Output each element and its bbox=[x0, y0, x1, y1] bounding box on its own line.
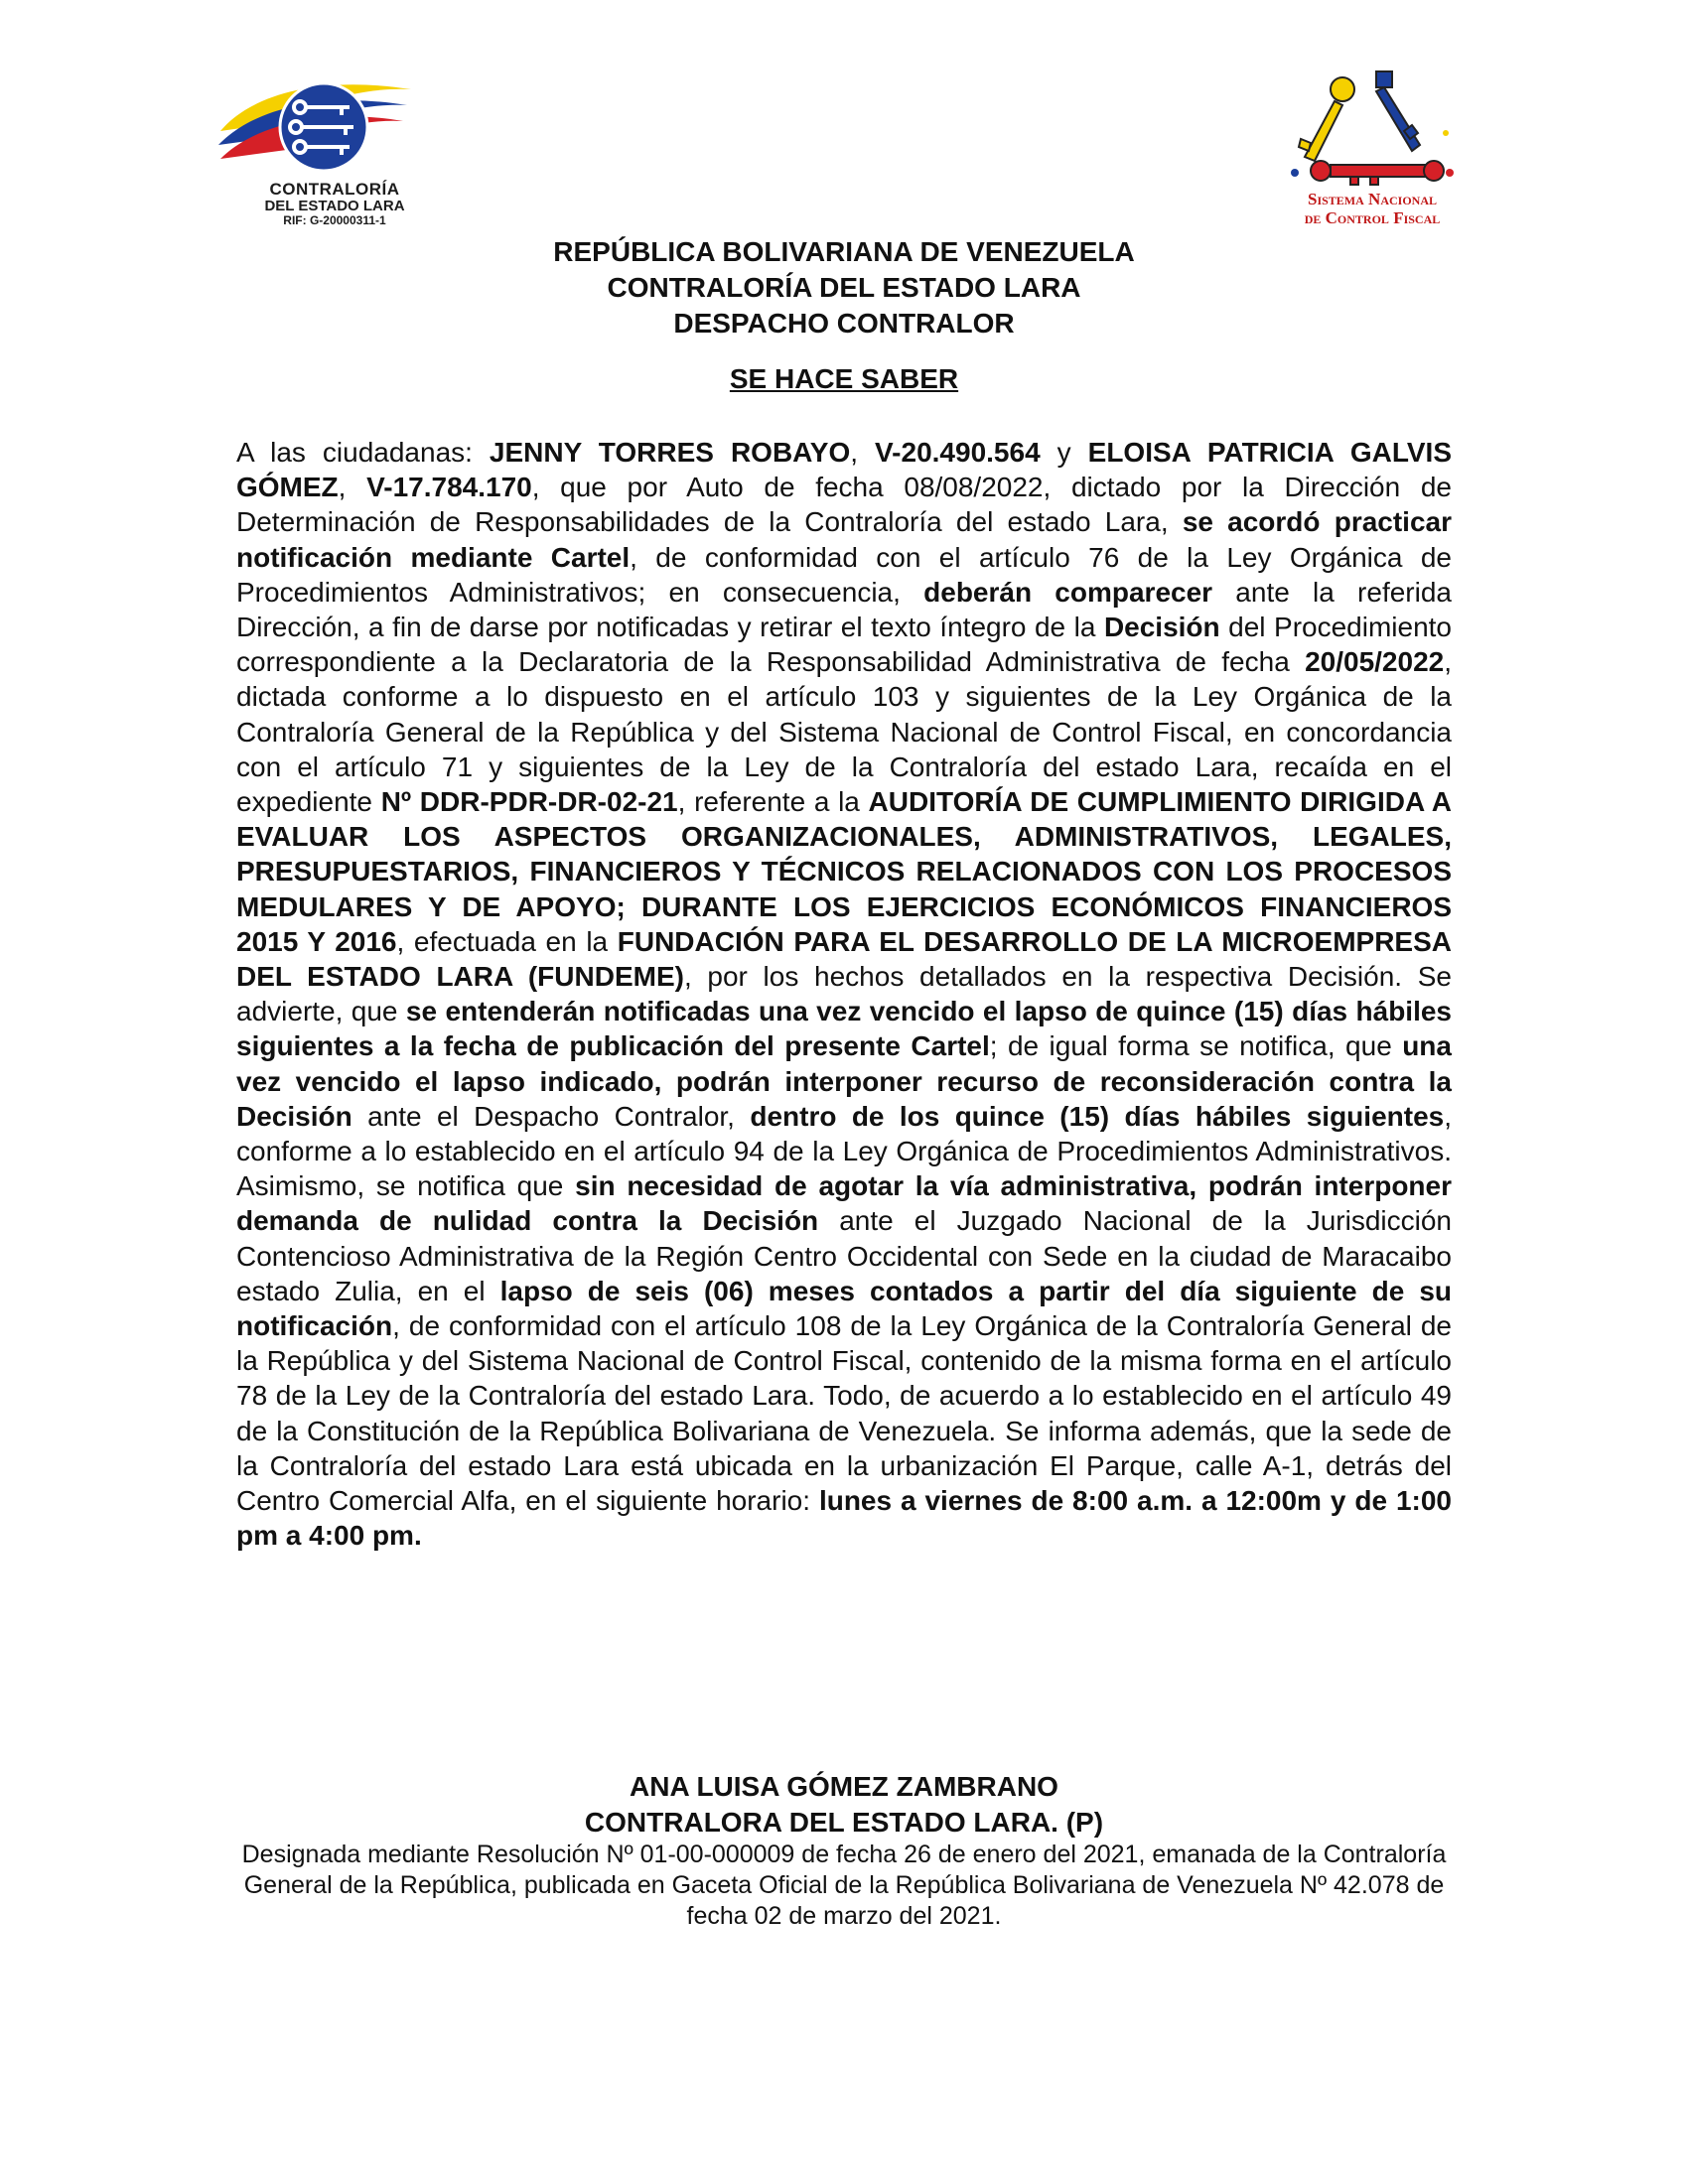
body-text: , conforme a lo establecido en el artículo 94 de la Ley Orgánica de Procedimientos Administrativos. Asimismo, se notifica que bbox=[236, 1100, 1452, 1202]
body-bold: lunes a viernes de 8:00 a.m. a 12:00m y de 1:00 pm a 4:00 pm. bbox=[236, 1485, 1452, 1552]
body-text: ; de igual forma se notifica, que bbox=[989, 1030, 1403, 1062]
body-bold: Decisión bbox=[1103, 612, 1220, 643]
body-bold: AUDITORÍA DE CUMPLIMIENTO DIRIGIDA A EVALUAR LOS ASPECTOS ORGANIZACIONALES, ADMINISTRATIVOS, LEGALES, PRESUPUESTARIOS, FINANCIEROS Y TÉCNICOS RELACIONADOS CON LOS PROCESOS MEDULARES Y DE APOYO; DURANTE LOS EJERCICIOS ECONÓMICOS FINANCIEROS 2015 Y 2016 bbox=[236, 786, 1452, 957]
body-text: A las ciudadanas: bbox=[236, 437, 490, 468]
logo-left-line2: DEL ESTADO LARA bbox=[264, 197, 405, 214]
body-bold: ELOISA PATRICIA GALVIS GÓMEZ bbox=[236, 437, 1453, 503]
contraloria-keys-seal-icon bbox=[212, 73, 421, 183]
body-text: , que por Auto de fecha 08/08/2022, dictado por la Dirección de Determinación de Responsabilidades de la Contraloría del estado Lara, bbox=[236, 472, 1453, 538]
body-text: , bbox=[850, 437, 876, 468]
body-text: ante el Juzgado Nacional de la Jurisdicción Contencioso Administrativa de la Región Centro Occidental con Sede en la ciudad de Maracaibo estado Zulia, en el bbox=[236, 1205, 1452, 1306]
body-bold: 20/05/2022 bbox=[1305, 646, 1445, 678]
designation-note: Designada mediante Resolución Nº 01-00-000009 de fecha 26 de enero del 2021, emanada de la Contraloría General de la República, publicada en Gaceta Oficial de la República Bolivariana de Venezuela Nº 42.078 de fecha 02 de marzo del 2021. bbox=[241, 1841, 1447, 1930]
body-bold: V-20.490.564 bbox=[875, 437, 1041, 468]
body-bold: se acordó practicar notificación mediante Cartel bbox=[236, 506, 1453, 573]
logo-right-line2: de Control Fiscal bbox=[1304, 207, 1441, 227]
body-bold: deberán comparecer bbox=[923, 576, 1213, 608]
header-line-republic: REPÚBLICA BOLIVARIANA DE VENEZUELA bbox=[553, 236, 1135, 267]
sistema-nacional-logo bbox=[1281, 62, 1460, 238]
body-bold: una vez vencido el lapso indicado, podrán interponer recurso de reconsideración contra la Decisión bbox=[236, 1030, 1452, 1132]
body-text: , efectuada en la bbox=[396, 925, 618, 957]
header-line-despacho: DESPACHO CONTRALOR bbox=[673, 308, 1015, 339]
contraloria-logo bbox=[212, 73, 421, 240]
header-line-contraloria: CONTRALORÍA DEL ESTADO LARA bbox=[607, 272, 1081, 303]
sistema-nacional-keys-triangle-icon bbox=[1281, 62, 1460, 191]
body-bold: se entenderán notificadas una vez vencido el lapso de quince (15) días hábiles siguientes a la fecha de publicación del presente Cartel bbox=[236, 996, 1453, 1062]
body-bold: V-17.784.170 bbox=[366, 472, 532, 503]
body-text: , bbox=[338, 472, 367, 503]
body-text: ante la referida Dirección, a fin de darse por notificadas y retirar el texto íntegro de la bbox=[236, 576, 1452, 643]
document-header bbox=[236, 234, 1452, 341]
body-bold: FUNDACIÓN PARA EL DESARROLLO DE LA MICROEMPRESA DEL ESTADO LARA (FUNDEME) bbox=[236, 925, 1452, 993]
signatory-name: ANA LUISA GÓMEZ ZAMBRANO bbox=[630, 1771, 1058, 1802]
body-text: y bbox=[1040, 437, 1088, 468]
body-text: , de conformidad con el artículo 108 de la Ley Orgánica de la Contraloría General de la República y del Sistema Nacional de Control Fiscal, contenido de la misma forma en el artículo 78 de la Ley de la Contraloría del estado Lara. Todo, de acuerdo a lo establecido en el artículo 49 de la Constitución de la República Bolivariana de Venezuela. Se informa además, que la sede de la Contraloría del estado Lara está ubicada en la urbanización El Parque, calle A-1, detrás del Centro Comercial Alfa, en el siguiente horario: bbox=[236, 1310, 1452, 1517]
logo-left-line1: CONTRALORÍA bbox=[269, 180, 400, 199]
body-text: , de conformidad con el artículo 76 de la Ley Orgánica de Procedimientos Administrativos; en consecuencia, bbox=[236, 541, 1452, 608]
notice-body bbox=[236, 435, 1452, 1554]
logo-right-line1: Sistema Nacional bbox=[1308, 190, 1437, 208]
notice-title: SE HACE SABER bbox=[729, 363, 959, 394]
body-bold: lapso de seis (06) meses contados a partir del día siguiente de su notificación bbox=[236, 1275, 1452, 1342]
contraloria-logo-text bbox=[240, 181, 429, 226]
body-bold: sin necesidad de agotar la vía administrativa, podrán interponer demanda de nulidad contra la Decisión bbox=[236, 1170, 1452, 1237]
body-text: del Procedimiento correspondiente a la Declaratoria de la Responsabilidad Administrativa de fecha bbox=[236, 612, 1452, 678]
body-text: ante el Despacho Contralor, bbox=[352, 1100, 751, 1132]
signature-block bbox=[236, 1769, 1452, 1841]
body-text: , por los hechos detallados en la respectiva Decisión. Se advierte, que bbox=[236, 961, 1452, 1027]
body-bold: JENNY TORRES ROBAYO bbox=[489, 437, 851, 468]
signatory-role: CONTRALORA DEL ESTADO LARA. (P) bbox=[584, 1807, 1104, 1838]
logo-left-rif: RIF: G-20000311-1 bbox=[283, 212, 386, 227]
sistema-nacional-logo-text bbox=[1287, 191, 1458, 227]
body-bold: Nº DDR-PDR-DR-02-21 bbox=[380, 786, 678, 818]
body-bold: dentro de los quince (15) días hábiles siguientes bbox=[750, 1100, 1445, 1132]
body-text: , dictada conforme a lo dispuesto en el artículo 103 y siguientes de la Ley Orgánica de la Contraloría General de la República y del Sistema Nacional de Control Fiscal, en concordancia con el artículo 71 y siguientes de la Ley de la Contraloría del estado Lara, recaída en el expediente bbox=[236, 646, 1452, 818]
body-text: , referente a la bbox=[677, 786, 869, 818]
